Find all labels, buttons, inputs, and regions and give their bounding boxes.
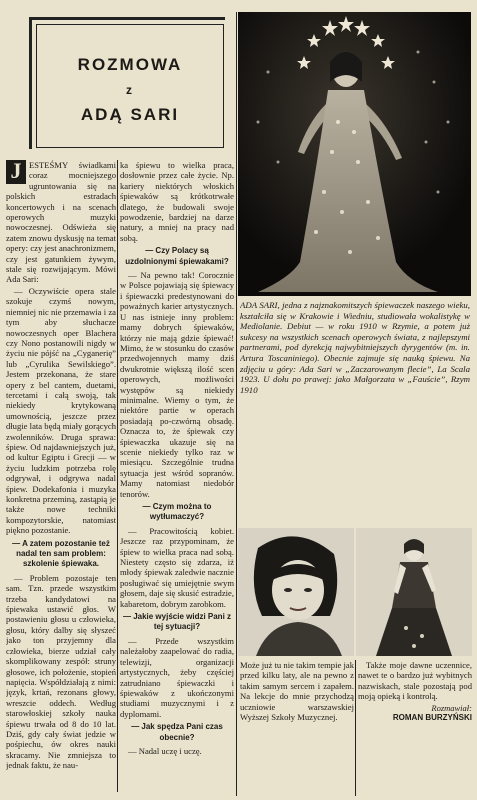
article-column-3 bbox=[240, 660, 354, 796]
column-divider bbox=[355, 660, 356, 796]
answer-paragraph: ka śpiewu to wielka praca, dosłownie przez całe życie. Np. kariery niektórych włoskich śpiewaków są krótkotrwałe dlatego, że budowali swoje powodzenie, bardziej na darze natury, a mniej na pracy nad sobą. bbox=[120, 160, 234, 243]
photo-portrait bbox=[238, 528, 354, 656]
drop-cap: J bbox=[6, 160, 26, 184]
question-heading: — Czy Polacy są uzdolnionymi śpiewakami? bbox=[125, 246, 229, 266]
intro-text: ESTEŚMY świadkami coraz mocniejszego ugruntowania się na polskich estradach koncertowych i na scenach operowych muzyki nowoczesnej. Odświeża się zatem znowu dyskusję na temat opery: czy jest anachronizmem, czy jest gatunkiem żywym, stale się rozwijającym. Mówi Ada Sari: bbox=[6, 160, 116, 285]
column-divider bbox=[236, 12, 237, 796]
title-line-2: z bbox=[126, 83, 134, 97]
photo-ada-sari-magic-flute bbox=[238, 12, 471, 296]
question-heading: — Czym można to wytłumaczyć? bbox=[142, 502, 212, 522]
photo-main-drawing bbox=[238, 12, 471, 296]
title-line-3: ADĄ SARI bbox=[80, 105, 180, 124]
photo-faust-drawing bbox=[356, 528, 472, 656]
question-heading: — A zatem pozostanie też nadal ten sam problem: szkolenie śpiewaka. bbox=[12, 538, 110, 569]
answer-paragraph: — Oczywiście opera stale szokuje czymś nowym, niemniej nic nie przemawia i za tym aby słuchacze nowoczesnych oper Blachera czy Nono postanowili nigdy w życiu nie pójść na „Cyganerię” lub „Cyrulika Sewilskiego”. Jestem przekonana, że stare opery z bel cantem, duetami, tercetami i całą swoją, tak niekiedy krytykowaną umownością, jeszcze przez długie lata będą miały gorących zwolenników. Druga sprawa: śpiew. Od najdawniejszych już, od kultur Egiptu i Grecji — w życiu ludzkim potrzeba rolę odgrywał, i odgrywa nadal śpiew. Dodekafonia i muzyka konkretna przeminą, zastąpią je także nowe techniki kompozytorskie, natomiast piękno pozostanie. bbox=[6, 285, 116, 536]
photo-faust-costume bbox=[356, 528, 472, 656]
title-line-1: ROZMOWA bbox=[77, 55, 183, 74]
article-column-1 bbox=[6, 160, 116, 792]
answer-paragraph: — Pracowitością kobiet. Jeszcze raz przypominam, że śpiew to wielka praca nad sobą. Niestety często się zdarza, iż młody śpiewak zaledwie nacznie posługiwać się umiejętnie swym głosem, daje się skusić estradzie, kabaretom, dobrym zarobkom. bbox=[120, 525, 234, 609]
answer-paragraph: — Problem pozostaje ten sam. Tzn. przede wszystkim trzeba kandydatowi na śpiewaka ustawić głos. W postawieniu głosu u człowieka, głosu, który dalby się słyszeć jako ton przyjemny dla człowieka, bierze udział cały skomplikowany zespół: struny głosowe, ich położenie, stopień napięcia. Współdziałają z nimi: język, krtań, rezonans głowy, wreszcie oddech. Według starowłoskiej szkoły nauka śpiewu trwała od 8 do 10 lat. Dziś, gdy cały świat jedzie w pośpiechu, ów okres nauki skracamy. Nie zmniejsza to jednak faktu, że nau- bbox=[6, 572, 116, 771]
signature-name: ROMAN BURZYŃSKI bbox=[392, 713, 472, 723]
answer-paragraph: Może już tu nie takim tempie jak przed kilku laty, ale na pewno z takim samym sercem i zapałem. Na lekcje do mnie przychodzą uczniowie warszawskiej Wyższej Szkoły Muzycznej. bbox=[240, 660, 354, 723]
article-column-4 bbox=[358, 660, 472, 796]
photo-caption: ADA SARI, jedna z najznakomitszych śpiewaczek naszego wieku, kształciła się w Krakowie i Wiedniu, studiowała wokalistykę w Mediolanie. Debiut — w roku 1910 w Rzymie, a potem już sukcesy na wszystkich scenach operowych świata, z najlepszymi partnerami, pod dyrekcją najwybitniejszych dyrygentów (m. in. Artura Toscaniniego). Obecnie zajmuje się nauką śpiewu. Na zdjęciu u góry: Ada Sari w „Zaczarowanym flecie”, La Scala 1923. U dołu po prawej: jako Małgorzata w „Fauście”, Rzym 1910 bbox=[240, 300, 470, 395]
photo-portrait-drawing bbox=[238, 528, 354, 656]
answer-paragraph: — Przede wszystkim należałoby zaapelować do radia, telewizji, organizacji artystycznych, żeby częściej zatrudniano śpiewaczki i śpiewaków z ukończonymi studiami muzycznymi i z dyplomami. bbox=[120, 635, 234, 719]
signature-label: Rozmawiał: bbox=[431, 702, 472, 713]
question-heading: — Jak spędza Pani czas obecnie? bbox=[131, 722, 223, 742]
article-column-2 bbox=[120, 160, 234, 792]
answer-paragraph: Także moje dawne uczennice, nawet te o bardzo już wybitnych nazwiskach, stale pozostają pod moją opieką i kontrolą. bbox=[358, 660, 472, 702]
question-heading: — Jakie wyjście widzi Pani z tej sytuacji? bbox=[122, 612, 232, 632]
answer-paragraph: — Nadal uczę i uczę. bbox=[128, 745, 202, 756]
intro-paragraph bbox=[6, 160, 116, 285]
title-box bbox=[36, 24, 224, 148]
column-divider bbox=[117, 160, 118, 792]
answer-paragraph: — Na pewno tak! Corocznie w Polsce pojawiają się śpiewacy i śpiewaczki predestynowani do poważnych karier artystycznych. U nas istnieje inny problem: mamy dobrych śpiewaków, którzy nie mają gdzie śpiewać! Mimo, że w stosunku do czasów przedwojennych mamy dziś dwukrotnie większą ilość scen operowych, możliwości występów są niekiedy minimalne. Wiemy o tym, że niektóre partie w operach posiadają po-czwórną obsadę. Oznacza to, że śpiewak czy śpiewaczka ukazuje się na scenie niekiedy tylko raz w miesiącu. Szczególnie trudna sytuacja jest wśród sopranów. Mamy natomiast niedobór tenorów. bbox=[120, 270, 234, 499]
